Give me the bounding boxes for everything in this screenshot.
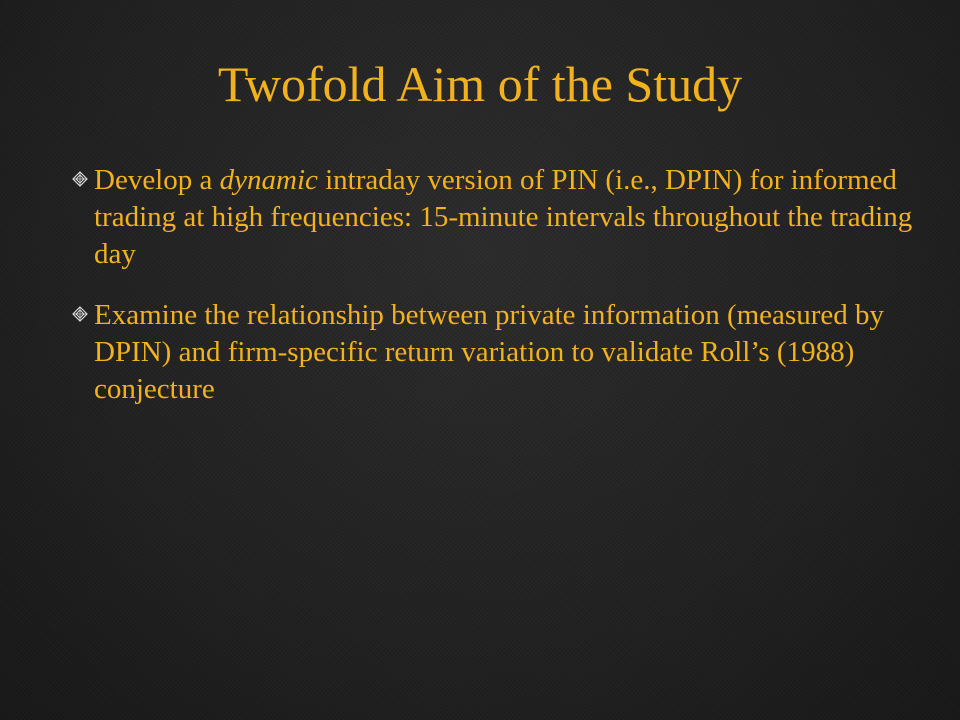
bullet-text-start: Develop a	[94, 164, 220, 196]
diamond-bullet-icon	[72, 306, 88, 322]
bullet-text-end: intraday version of PIN (i.e., DPIN) for informed trading at high frequencies: 15-minute intervals throughout the trading day	[94, 164, 913, 270]
slide-title: Twofold Aim of the Study	[217, 56, 743, 112]
bullet-text: Examine the relationship between private information (measured by DPIN) and firm-specific return variation to validate Roll’s (1988) conjecture	[94, 299, 884, 405]
bullet-item-develop-dpin	[76, 162, 926, 273]
bullet-text-emphasis: dynamic	[219, 164, 318, 196]
diamond-bullet-icon	[72, 171, 88, 187]
bullet-item-examine-relationship	[76, 297, 926, 408]
bullet-list	[76, 162, 926, 432]
bullet-text	[94, 164, 912, 270]
